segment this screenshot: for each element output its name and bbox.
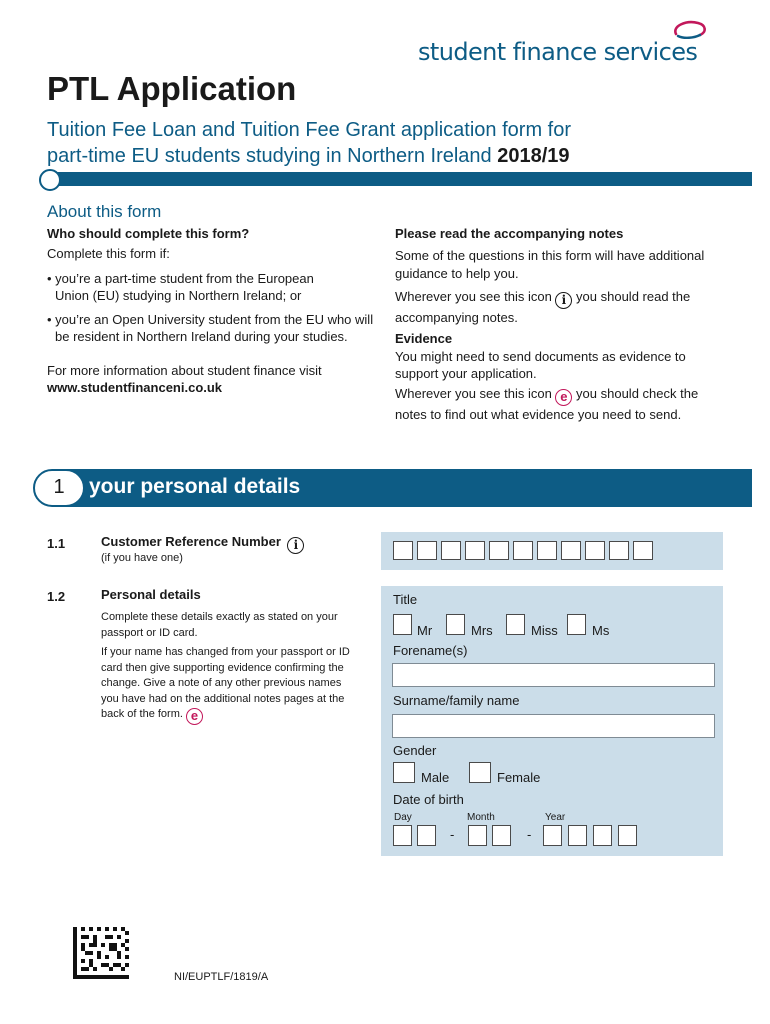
who-heading: Who should complete this form? xyxy=(47,226,250,241)
title-label: Title xyxy=(393,592,418,607)
dob-year-cell[interactable] xyxy=(568,825,587,846)
logo-text: student finance services xyxy=(418,38,698,66)
dob-day-label: Day xyxy=(394,812,412,823)
header-bar xyxy=(52,172,752,186)
crn-cell[interactable] xyxy=(609,541,629,560)
subtitle xyxy=(47,117,747,169)
gender-label: Gender xyxy=(393,743,437,758)
evidence-icon: e xyxy=(555,389,572,406)
barcode-icon xyxy=(73,927,129,979)
evidence-icon-explainer: Wherever you see this icon e you should check the notes to find out what evidence you need to send. xyxy=(395,385,699,422)
subtitle-year: 2018/19 xyxy=(497,145,570,167)
gender-male-checkbox[interactable] xyxy=(393,762,415,783)
gender-male-label: Male xyxy=(421,770,450,785)
website-link[interactable]: www.studentfinanceni.co.uk xyxy=(47,380,223,395)
dob-day-cell[interactable] xyxy=(417,825,436,846)
about-right-column xyxy=(395,226,725,423)
dob-label: Date of birth xyxy=(393,792,464,807)
dob-month-cell[interactable] xyxy=(468,825,487,846)
dob-year-label: Year xyxy=(545,812,566,823)
info-icon: i xyxy=(555,292,572,309)
title-ms-label: Ms xyxy=(592,623,610,638)
crn-input[interactable] xyxy=(393,541,657,560)
gender-options xyxy=(393,762,593,786)
question-1-1-hint: (if you have one) xyxy=(101,552,183,564)
evidence-text: You might need to send documents as evidence to support your application. xyxy=(395,348,686,381)
section-number: 1 xyxy=(53,476,65,498)
crn-cell[interactable] xyxy=(561,541,581,560)
question-1-2-text-1: Complete these details exactly as stated on your passport or ID card. xyxy=(101,611,338,639)
eligibility-bullet-2: • you’re an Open University student from the EU who will be resident in Northern Ireland during your studies. xyxy=(47,311,374,344)
dob-month-cell[interactable] xyxy=(492,825,511,846)
surname-label: Surname/family name xyxy=(393,693,520,708)
section-title: your personal details xyxy=(89,475,301,498)
crn-cell[interactable] xyxy=(393,541,413,560)
forename-label: Forename(s) xyxy=(393,643,468,658)
question-1-1-number: 1.1 xyxy=(47,536,66,551)
question-1-2-text-2: If your name has changed from your passport or ID card then give supporting evidence confirming the change. Give a note of any other previous names you have had on the additional notes pages at the back of the form. e xyxy=(101,646,350,723)
dob-input xyxy=(393,825,673,847)
dob-month-label: Month xyxy=(467,812,495,823)
crn-cell[interactable] xyxy=(441,541,461,560)
question-1-2-number: 1.2 xyxy=(47,589,66,604)
gender-female-checkbox[interactable] xyxy=(469,762,491,783)
logo xyxy=(414,18,704,66)
dob-year-cell[interactable] xyxy=(593,825,612,846)
notes-heading: Please read the accompanying notes xyxy=(395,226,624,241)
title-mrs-checkbox[interactable] xyxy=(446,614,465,635)
forename-input[interactable] xyxy=(392,663,715,687)
subtitle-line-1: Tuition Fee Loan and Tuition Fee Grant application form for xyxy=(47,119,571,141)
title-ms-checkbox[interactable] xyxy=(567,614,586,635)
dob-separator: - xyxy=(527,827,532,842)
gender-female-label: Female xyxy=(497,770,541,785)
crn-cell[interactable] xyxy=(417,541,437,560)
about-heading: About this form xyxy=(47,202,162,221)
page-title: PTL Application xyxy=(47,70,297,107)
question-1-2-label: Personal details xyxy=(101,587,201,602)
info-icon-explainer: Wherever you see this icon i you should read the accompanying notes. xyxy=(395,289,691,325)
notes-text: Some of the questions in this form will have additional guidance to help you. xyxy=(395,248,705,281)
subtitle-line-2: part-time EU students studying in Northern Ireland 2018/19 xyxy=(47,145,570,167)
title-mr-checkbox[interactable] xyxy=(393,614,412,635)
dob-year-cell[interactable] xyxy=(543,825,562,846)
evidence-icon: e xyxy=(186,708,203,725)
about-left-column xyxy=(47,226,382,397)
info-icon: i xyxy=(287,537,304,554)
dob-separator: - xyxy=(450,827,455,842)
form-code: NI/EUPTLF/1819/A xyxy=(174,971,269,983)
title-miss-label: Miss xyxy=(531,623,558,638)
crn-cell[interactable] xyxy=(465,541,485,560)
title-mr-label: Mr xyxy=(417,623,433,638)
evidence-heading: Evidence xyxy=(395,330,453,346)
eligibility-bullet-1: • you’re a part-time student from the European Union (EU) studying in Northern Ireland; or xyxy=(47,270,314,303)
header-bar-circle xyxy=(39,169,61,191)
title-mrs-label: Mrs xyxy=(471,623,493,638)
complete-if-text: Complete this form if: xyxy=(47,246,170,261)
crn-cell[interactable] xyxy=(513,541,533,560)
question-1-1-label: Customer Reference Number i xyxy=(101,533,361,554)
dob-day-cell[interactable] xyxy=(393,825,412,846)
more-info-text: For more information about student finance visit xyxy=(47,362,322,378)
surname-input[interactable] xyxy=(392,714,715,738)
crn-cell[interactable] xyxy=(585,541,605,560)
crn-cell[interactable] xyxy=(489,541,509,560)
dob-year-cell[interactable] xyxy=(618,825,637,846)
title-miss-checkbox[interactable] xyxy=(506,614,525,635)
crn-cell[interactable] xyxy=(537,541,557,560)
title-options xyxy=(393,614,713,638)
crn-cell[interactable] xyxy=(633,541,653,560)
